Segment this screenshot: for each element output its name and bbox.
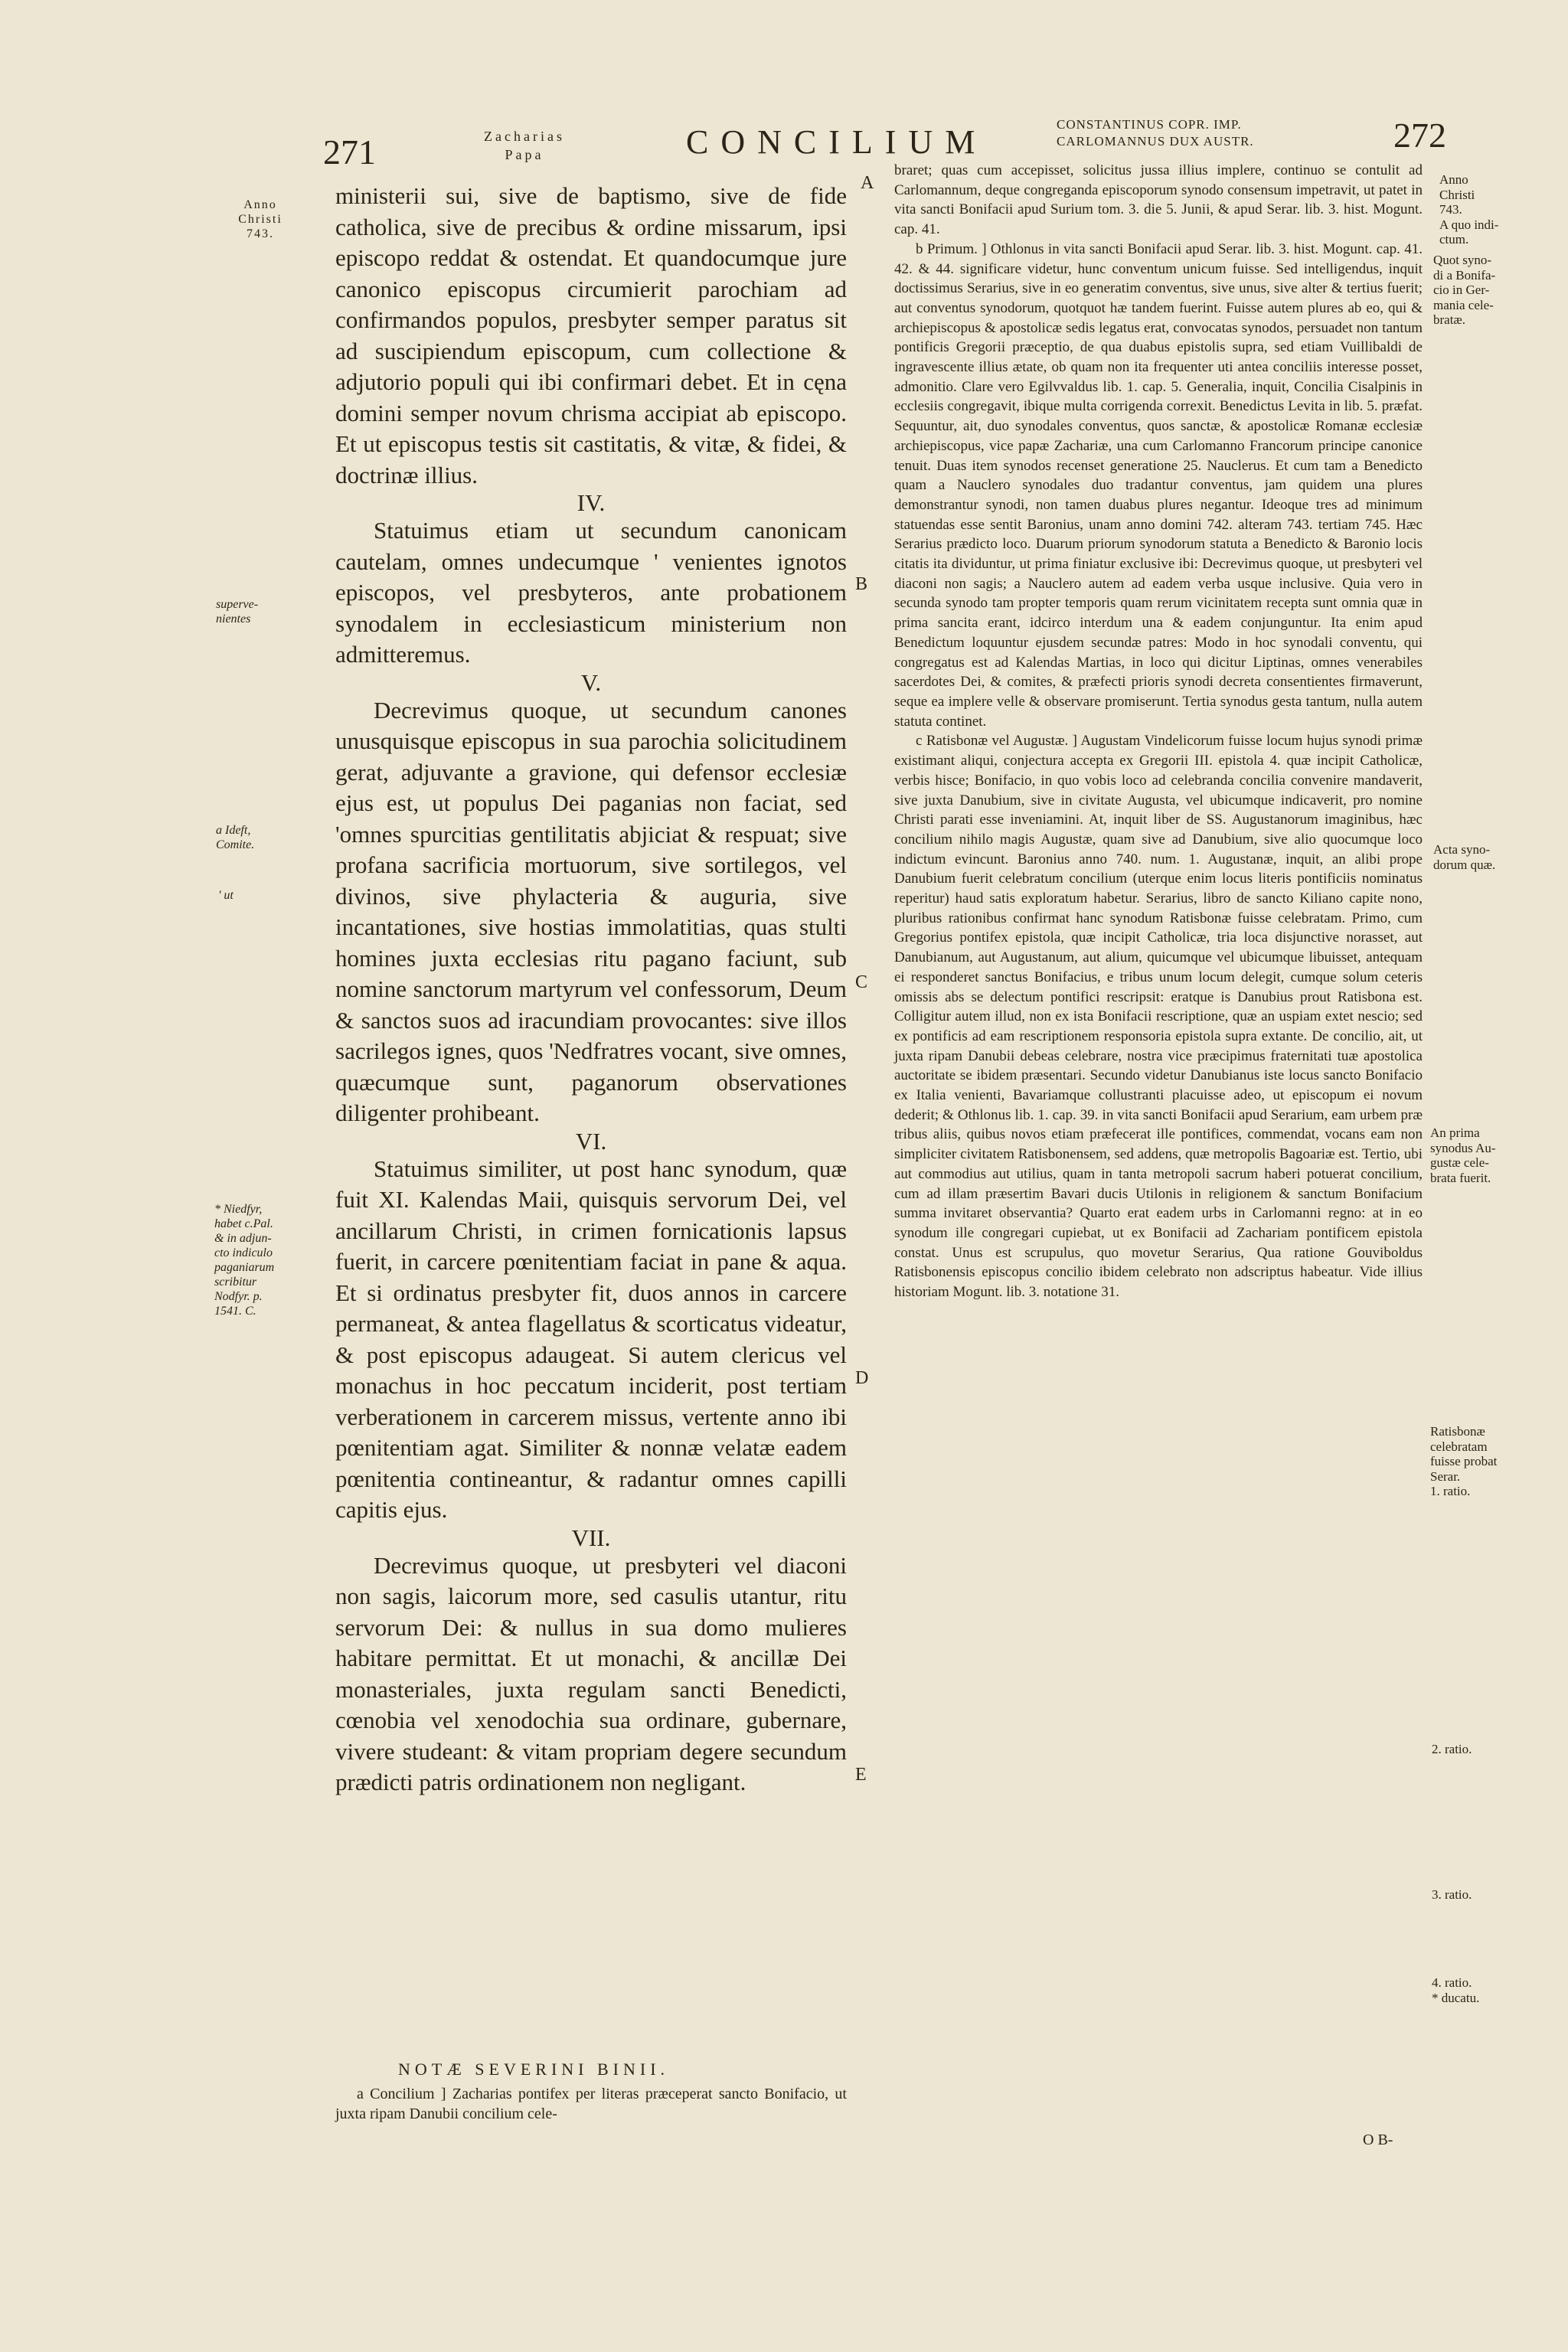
margin-left-note-a: a Ideft, Comite. bbox=[216, 824, 255, 851]
paragraph-section-6: Statuimus similiter, ut post hanc synodum, quæ fuit XI. Kalendas Maii, quisquis servorum Dei, vel ancillarum Christi, in crimen fornicationis lapsus fuerit, in carcere pœnitentiam faciat in pane & aqua. Et si ordinatus presbyter fit, duos annos in carcere permaneat, & antea flagellatus & scorticatus videatur, & post episcopus adaugeat. Si autem clericus vel monachus in hoc peccatum inciderit, post tertiam verberationem in carcerem missus, vertente anno ibi pœnitentiam agat. Similiter & nonnæ velatæ eadem pœnitentia contineantur, & radantur omnes capilli capitis ejus. bbox=[335, 1155, 847, 1523]
header-left-title-line2: Papa bbox=[505, 147, 544, 162]
header-left-title bbox=[459, 127, 590, 164]
header-right-title-line2: CARLOMANNUS DUX AUSTR. bbox=[1057, 134, 1254, 149]
margin-right-ratio-4: 4. ratio. * ducatu. bbox=[1432, 1975, 1480, 2005]
notes-column-right bbox=[894, 161, 1423, 1302]
paragraph-section-4: Statuimus etiam ut secundum canonicam cautelam, omnes undecumque ' venientes ignotos episcopos, vel presbyteros, ante probationem synodalem in ecclesiasticum ministerium non admitteremus. bbox=[335, 517, 847, 668]
note-c: c Ratisbonæ vel Augustæ. ] Augustam Vindelicorum fuisse locum hujus synodi primæ existimant aliqui, conjectura accepta ex Gregorii III. epistola 4. quæ incipit Catholicæ, verbis hisce; Bonifacio, in quo vobis loco ad celebranda concilia convenire mandaverit, sive juxta Danubium, sive in civitate Augusta, vel ubicumque indicaverit, pro nomine Christi parati esse inveniamini. At, inquit liber de SS. Augustanorum imaginibus, hæc concilium nihilo magis Augustæ, quam sive ad Danubium, sive alio quocumque loco indictum evincunt. Baronius anno 740. num. 1. Augustanæ, inquit, an alibi prope Danubium fuerit celebratum concilium (uterque enim locus literis pontificiis nominatus reperitur) haud satis exploratum habetur. Serarius, libro de sancto Kiliano capite nono, pluribus rationibus confirmat hanc synodum Ratisbonæ fuisse celebratam. Primo, cum Gregorius pontifex epistola, quæ incipit Catholicæ, tria loca disjunctive norasset, aut Danubianum, aut Augustanum, aut alium, quicumque vel ubicumque libuisset, antequam ei responderet sanctus Bonifacius, e tribus unum locum delegit, cumque solum ceteris omissis abs se delectum pontifici rescripsit: eratque is Danubius prout Ratisbona est. Colligitur autem illud, non ex ista Bonifacii rescriptione, quæ an uspiam extet nescio; sed ex pontificis ad eam rescriptionem responsoria epistola supra extante. De concilio, ait, ut juxta ripam Danubii debeas celebrare, nostra vice præcipimus fraternitati tuæ apostolica auctoritate se ibidem præsentari. Secundo videtur Danubianus iste locus sancto Bonifacio ex Italia venienti, Bavariamque collustranti placuisse adeo, ut episcopum ei novum dederit; & Othlonus lib. 1. cap. 39. in vita sancti Bonifacii apud Serarium, eam urbem præ tribus aliis, quibus novos etiam præfecerat ille pontifices, commendat, vocans eam non simpliciter civitatem Ratisbonensem, sed addens, quæ metropolis Bagoariæ est. Tertio, ubi aut commodius aut utilius, quam in tanta metropoli sacrum haberi potuerat concilium, cum ad illam præsertim Bavari ducis Utilonis in religionem & sanctum Bonifacium summa invitaret observantia? Quarto erat eadem urbs in Carlomanni regno: at in eo synodum ille congregari cupiebat, ut ex Bonifacii ad Zachariam pontificem epistola constat. Unus est scrupulus, quo movetur Serarius, Qua ratione Gouviboldus Ratisbonensis episcopus concilio ibidem celebrato non adscriptus habeatur. Vide illius historiam Mogunt. lib. 3. notatione 31. bbox=[894, 733, 1423, 1301]
margin-right-an-prima: An prima synodus Au- gustæ cele- brata fuerit. bbox=[1430, 1125, 1496, 1185]
section-number-4: IV. bbox=[577, 489, 606, 516]
paragraph-section-5: Decrevimus quoque, ut secundum canones unusquisque episcopus in sua parochia solicitudinem gerat, adjuvante a gravione, qui defensor ecclesiæ ejus est, ut populus Dei paganias non faciat, sed 'omnes spurcitias gentilitatis abjiciat & respuat; sive profana sacrificia mortuorum, sive sortilegos, vel divinos, sive phylacteria & auguria, sive incantationes, sive hostias immolatitias, quas stulti homines juxta ecclesias ritu pagano faciunt, sub nomine sanctorum martyrum vel confessorum, Deum & sanctos suos ad iracundiam provocantes: sive illos sacrilegos ignes, quos 'Nedfratres vocant, sive omnes, quæcumque sunt, paganorum observationes diligenter prohibeant. bbox=[335, 696, 847, 1126]
section-letter-a: A bbox=[861, 173, 874, 193]
notes-heading: NOTÆ SEVERINI BINII. bbox=[398, 2060, 670, 2079]
header-center-title: CONCILIUM bbox=[686, 123, 988, 161]
section-letter-b: B bbox=[855, 574, 868, 594]
header-right-title-line1: CONSTANTINUS COPR. IMP. bbox=[1057, 117, 1242, 132]
section-letter-c: C bbox=[855, 972, 868, 992]
margin-right-acta: Acta syno- dorum quæ. bbox=[1433, 842, 1496, 872]
notes-start bbox=[335, 2084, 847, 2124]
header-left-title-line1: Zacharias bbox=[484, 129, 565, 144]
paragraph-section-7: Decrevimus quoque, ut presbyteri vel diaconi non sagis, laicorum more, sed casulis utantur, ritu servorum Dei: & nullus in sua domo mulieres habitare permittat. Et ut monachi, & ancillæ Dei monasteriales, juxta regulam sancti Benedicti, cœnobia vel xenodochia sua ordinare, gubernare, vivere studeant: & vitam propriam degere secundum prædicti patris ordinationem non negligant. bbox=[335, 1551, 847, 1795]
margin-left-anno: Anno Christi 743. bbox=[238, 198, 283, 240]
main-text-column bbox=[335, 181, 847, 1798]
note-b: b Primum. ] Othlonus in vita sancti Bonifacii apud Serar. lib. 3. hist. Mogunt. cap. 41. 42. & 44. significare videtur, hunc conventum unicum fuisse. Sed intelligendus, inquit doctissimus Serarius, sive in eo generatim conventus, sive unus, sive alter & tertius fuerit; aut conventus synodorum, quotquot hæ tandem fuerint. Fuisse autem plures ab eo, qui & archiepiscopus & apostolicæ sedis legatus erat, convocatas synodos, persuadet non tantum pontificis Gregorii præceptio, de qua duabus epistolis supra, sed etiam Vuillibaldi de ingravescente illius ætate, ob quam non ita frequenter uti antea conciliis interesse posset, admonitio. Clare vero Egilvvaldus lib. 1. cap. 5. Generalia, inquit, Concilia Cisalpinis in ecclesiis congregavit, ibique multa corrigenda correxit. Benedictus Levita in lib. 5. præfat. Sequuntur, ait, duo synodales conventus, quos sanctæ, & apostolicæ Romanæ ecclesiæ archiepiscopus, vice papæ Zachariæ, una cum Carlomanno Francorum principe canonice tenuit. Duas item synodos recenset generatione 25. Nauclerus. Et cum tam a Benedicto quam a Nauclero synodales duo tradantur conventus, jam quidem una plures demonstrantur synodi, non tamen duabus plures negantur. Ideoque tres ad minimum statuendas esse sentit Baronius, unam anno domini 742. alteram 743. tertiam 745. Hæc Serarius prædicto loco. Duarum priorum synodorum statuta a Benedicto & Baronio locis citatis ita dividuntur, ut prima finiatur exclusive ibi: Decrevimus quoque, ut presbyteri vel diaconi non sagis; a Nauclero autem ad eadem verba usque inclusive. Quia vero in secunda synodo tam propter temporis quam rerum vicinitatem recepta sunt omnia quæ in prima sancita erant, idcirco interdum una & eadem conjunguntur. Ita enim apud Benedictum loquuntur ejusdem secundæ patres: Modo in hoc synodali conventu, qui congregatus est ad Kalendas Martias, in loco qui dicitur Liptinas, omnes venerabiles sacerdotes Dei, & comites, & præfecti prioris synodi decreta consentientes firmaverunt, seque ea implere velle & observare promiserunt. Tertia synodus gesta tantum, nulla autem statuta continet. bbox=[894, 240, 1423, 730]
margin-right-anno: Anno Christi 743. A quo indi- ctum. bbox=[1439, 172, 1499, 247]
margin-left-note-niedfyr: * Niedfyr, habet c.Pal. & in adjun- cto indiculo paganiarum scribitur Nodfyr. p. 1541. C. bbox=[214, 1203, 275, 1318]
margin-right-ratisbonae: Ratisbonæ celebratam fuisse probat Serar. 1. ratio. bbox=[1430, 1424, 1498, 1498]
margin-left-note-ut: ' ut bbox=[218, 889, 234, 902]
note-a-continuation: braret; quas cum accepisset, solicitus jussa illius implere, continuo se contulit ad Carlomannum, deque congreganda episcoporum synodo consensum impetravit, ut patet in vita sancti Bonifacii apud Surium tom. 3. die 5. Junii, & apud Serar. lib. 3. hist. Mogunt. cap. 41. bbox=[894, 162, 1423, 238]
header-right-title bbox=[1057, 116, 1254, 150]
section-letter-d: D bbox=[855, 1368, 869, 1388]
section-number-7: VII. bbox=[571, 1524, 611, 1551]
paragraph-continuation: ministerii sui, sive de baptismo, sive de fide catholica, sive de precibus & ordine missarum, ipsi episcopo reddat & ostendat. Et quandocumque jure canonico episcopus circumierit parochiam ad confirmandos populos, presbyter semper paratus sit ad suscipiendum episcopum, cum collectione & adjutorio populi qui ibi confirmari debet. Et in cęna domini semper novum chrisma accipiat ab episcopo. Et ut episcopus testis sit castitatis, & vitæ, & fidei, & doctrinæ illius. bbox=[335, 182, 847, 488]
section-number-5: V. bbox=[580, 668, 602, 696]
margin-left-supervenientes: superve- nientes bbox=[216, 598, 259, 626]
catchword: O B- bbox=[1363, 2132, 1393, 2148]
margin-right-ratio-2: 2. ratio. bbox=[1432, 1742, 1472, 1756]
section-number-6: VI. bbox=[575, 1127, 607, 1155]
page-number-left: 271 bbox=[323, 132, 376, 172]
margin-right-ratio-3: 3. ratio. bbox=[1432, 1887, 1472, 1902]
margin-right-quot-synodi: Quot syno- di a Bonifa- cio in Ger- mania cele- bratæ. bbox=[1433, 253, 1496, 327]
page-number-right: 272 bbox=[1393, 116, 1446, 155]
note-a-text: a Concilium ] Zacharias pontifex per literas præceperat sancto Bonifacio, ut juxta ripam Danubii concilium cele- bbox=[335, 2086, 847, 2122]
section-letter-e: E bbox=[855, 1765, 867, 1785]
